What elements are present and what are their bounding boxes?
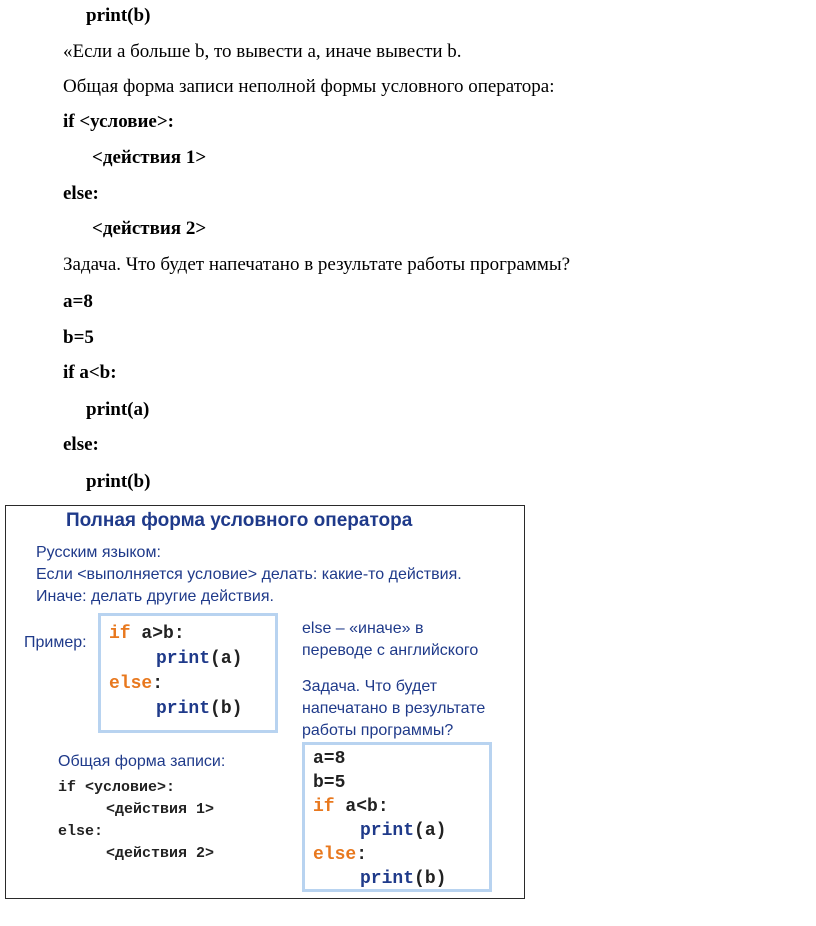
- task-code-line-3: [313, 795, 389, 820]
- doc-line-13: else:: [63, 434, 99, 455]
- if-keyword: if: [313, 797, 335, 817]
- general-code-line-4: <действия 2>: [106, 845, 215, 862]
- print-arg: (b): [210, 699, 243, 719]
- condition: a>b:: [130, 624, 185, 644]
- else-colon: :: [356, 845, 368, 865]
- else-colon: :: [152, 674, 164, 694]
- example-code-line-1: [109, 622, 185, 647]
- task-line-3: работы программы?: [302, 722, 454, 739]
- slide-title: Полная форма условного оператора: [66, 510, 413, 531]
- general-form-label: Общая форма записи:: [58, 753, 226, 770]
- print-arg: (a): [210, 649, 243, 669]
- print-function: print: [360, 869, 415, 889]
- doc-line-4: if <условие>:: [63, 111, 175, 132]
- condition: a<b:: [334, 797, 389, 817]
- doc-line-9: a=8: [63, 291, 93, 312]
- doc-line-8: Задача. Что будет напечатано в результате работы программы?: [63, 254, 571, 275]
- doc-line-7: <действия 2>: [92, 218, 207, 239]
- example-code-line-3: [109, 672, 163, 697]
- else-keyword: else: [313, 845, 357, 865]
- example-code-line-4: [156, 697, 242, 722]
- print-function: print: [156, 649, 211, 669]
- task-code-line-5: [313, 843, 367, 868]
- doc-line-12: print(a): [86, 399, 150, 420]
- slide-figure: [5, 505, 525, 899]
- print-arg: (b): [414, 869, 447, 889]
- doc-line-11: if a<b:: [63, 362, 117, 383]
- if-keyword: if: [109, 624, 131, 644]
- general-code-line-1: if <условие>:: [58, 779, 176, 796]
- example-code-line-2: [156, 647, 242, 672]
- else-note-line-1: else – «иначе» в: [302, 620, 424, 637]
- print-arg: (a): [414, 821, 447, 841]
- print-function: print: [360, 821, 415, 841]
- else-keyword: else: [109, 674, 153, 694]
- else-note-line-2: переводе с английского: [302, 642, 479, 659]
- general-code-line-2: <действия 1>: [106, 801, 215, 818]
- task-code-line-4: [360, 819, 446, 844]
- doc-line-6: else:: [63, 183, 99, 204]
- doc-line-5: <действия 1>: [92, 147, 207, 168]
- task-line-1: Задача. Что будет: [302, 678, 438, 695]
- doc-line-14: print(b): [86, 471, 151, 492]
- doc-line-1: print(b): [86, 5, 151, 26]
- general-code-line-3: else:: [58, 823, 104, 840]
- task-code-box: [302, 742, 492, 892]
- example-code-box: [98, 613, 278, 733]
- russian-line-1: Если <выполняется условие> делать: какие-то действия.: [36, 566, 462, 583]
- example-label: Пример:: [24, 634, 87, 651]
- doc-line-3: Общая форма записи неполной формы условного оператора:: [63, 76, 555, 97]
- doc-line-10: b=5: [63, 327, 94, 348]
- task-line-2: напечатано в результате: [302, 700, 486, 717]
- task-code-line-1: a=8: [313, 749, 346, 769]
- task-code-line-2: b=5: [313, 773, 346, 793]
- task-code-line-6: [360, 867, 446, 892]
- doc-line-2: «Если а больше b, то вывести а, иначе вывести b.: [63, 41, 462, 62]
- print-function: print: [156, 699, 211, 719]
- russian-label: Русским языком:: [36, 544, 161, 561]
- russian-line-2: Иначе: делать другие действия.: [36, 588, 274, 605]
